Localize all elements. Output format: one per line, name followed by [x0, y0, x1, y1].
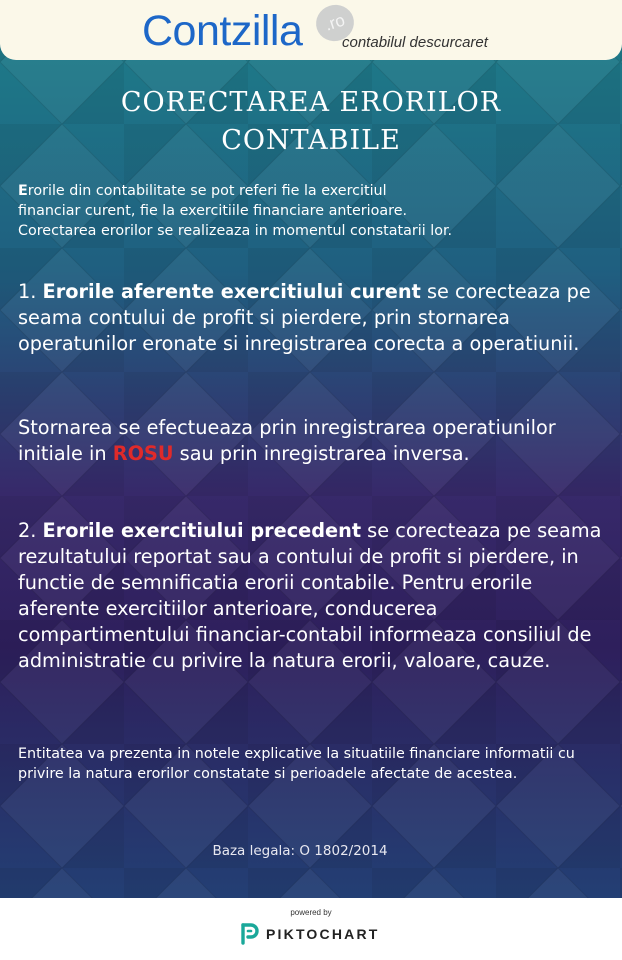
- intro-line3: Corectarea erorilor se realizeaza in momentul constatarii lor.: [18, 223, 453, 239]
- storno-text-before: Stornarea se efectueaza prin inregistrarea operatiunilor initiale in: [18, 416, 556, 465]
- section1-number: 1.: [18, 280, 43, 303]
- notes-paragraph: Entitatea va prezenta in notele explicative la situatiile financiare informatii cu privire la natura erorilor constatate si perioadele afectate de acestea.: [18, 746, 575, 782]
- piktochart-link[interactable]: [240, 922, 380, 946]
- storno-text-after: sau prin inregistrarea inversa.: [173, 442, 470, 465]
- piktochart-logo-icon: [240, 923, 260, 945]
- section1-heading: Erorile aferente exercitiului curent: [42, 280, 421, 303]
- intro-line1: [18, 181, 598, 201]
- footer-bar: [0, 898, 622, 960]
- logo-ro-badge: .ro: [311, 0, 358, 46]
- section-previous-year: [18, 518, 610, 674]
- storno-highlight-rosu: ROSU: [112, 442, 174, 465]
- section2-text: se corecteaza pe seama rezultatului reportat sau a contului de profit si pierdere, in functie de semnificatia erorii contabile. Pentru erorile aferente exercitiilor anterioare, conducerea compartimentului financiar-contabil informeaza consiliul de administratie cu privire la natura erorii, valoare, cauze.: [18, 519, 602, 672]
- intro-line2: financiar curent, fie la exercitiile financiare anterioare.: [18, 203, 408, 219]
- piktochart-wordmark: PIKTOCHART: [266, 926, 380, 942]
- section-current-year: [18, 279, 610, 357]
- tagline: contabilul descurcaret: [342, 34, 488, 51]
- section1-text: se corecteaza pe seama contului de profit si pierdere, prin stornarea operatunilor eronate si inregistrarea corecta a operatiunii.: [18, 280, 591, 355]
- page-title-line2: CONTABILE: [221, 125, 401, 156]
- page-title-line1: CORECTAREA ERORILOR: [120, 87, 502, 118]
- storno-paragraph: [18, 415, 610, 467]
- intro-drop-letter: E: [18, 183, 28, 199]
- logo-text[interactable]: Contzilla: [142, 7, 303, 55]
- header-bar: [0, 0, 622, 60]
- section2-number: 2.: [18, 519, 43, 542]
- intro-line1-text: rorile din contabilitate se pot referi fie la exercitiul: [27, 183, 387, 199]
- powered-by-label: powered by: [290, 908, 332, 917]
- intro-paragraph: [18, 181, 598, 241]
- section2-heading: Erorile exercitiului precedent: [42, 519, 362, 542]
- legal-basis: Baza legala: O 1802/2014: [212, 843, 388, 859]
